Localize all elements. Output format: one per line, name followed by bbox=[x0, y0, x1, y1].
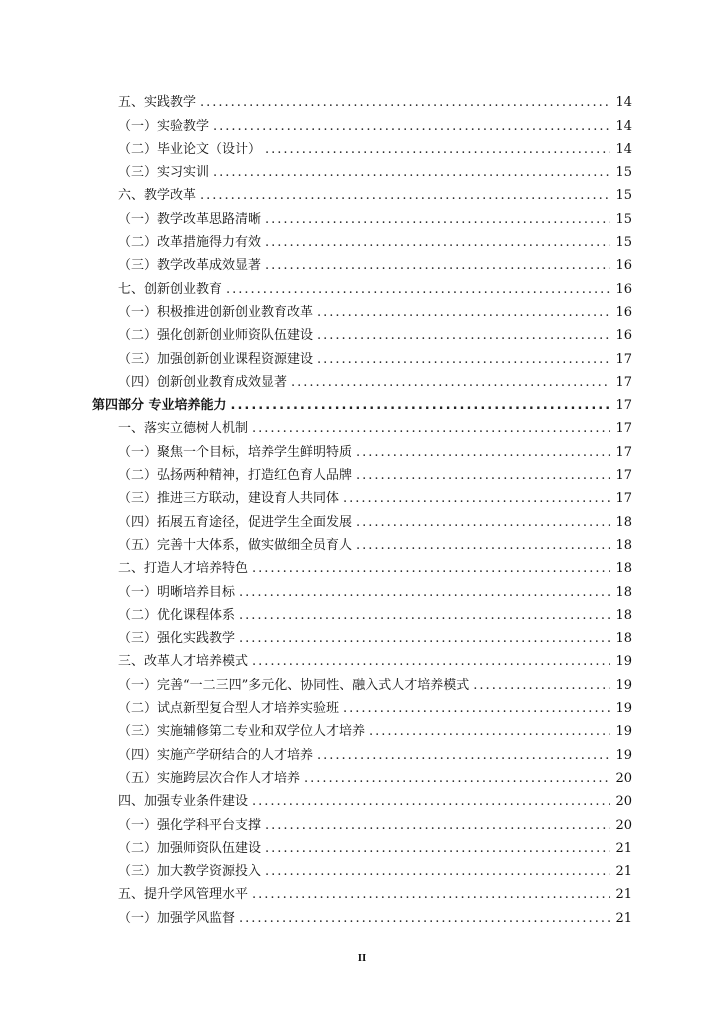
toc-entry-title: 六、教学改革 bbox=[118, 188, 197, 204]
toc-entry[interactable] bbox=[92, 880, 632, 903]
toc-entry-title: （二）强化创新创业师资队伍建设 bbox=[118, 328, 314, 344]
toc-entry-title: 五、实践教学 bbox=[118, 95, 197, 111]
toc-entry-title: （一）实验教学 bbox=[118, 118, 210, 134]
toc-entry-title: （一）教学改革思路清晰 bbox=[118, 211, 262, 227]
toc-page-number: 15 bbox=[615, 165, 632, 181]
toc-entry[interactable] bbox=[92, 787, 632, 810]
toc-entry-title: （四）创新创业教育成效显著 bbox=[118, 374, 288, 390]
toc-dot-leader bbox=[317, 352, 610, 368]
toc-entry-title: （三）教学改革成效显著 bbox=[118, 258, 262, 274]
toc-entry-title: （五）实施跨层次合作人才培养 bbox=[118, 770, 301, 786]
toc-page-number: 17 bbox=[615, 468, 632, 484]
toc-entry-title: （四）拓展五育途径，促进学生全面发展 bbox=[118, 514, 353, 530]
toc-entry-title: （二）改革措施得力有效 bbox=[118, 235, 262, 251]
toc-page-number: 18 bbox=[615, 561, 632, 577]
toc-entry-title: （一）强化学科平台支撑 bbox=[118, 817, 262, 833]
toc-dot-leader bbox=[265, 212, 610, 228]
toc-page-number: 17 bbox=[615, 421, 632, 437]
toc-entry[interactable] bbox=[92, 601, 632, 624]
toc-entry[interactable] bbox=[92, 274, 632, 297]
toc-entry[interactable] bbox=[92, 577, 632, 600]
toc-dot-leader bbox=[291, 375, 610, 391]
toc-page-number: 17 bbox=[615, 491, 632, 507]
toc-page-number: 20 bbox=[615, 770, 632, 786]
toc-entry-title: 第四部分 专业培养能力 bbox=[92, 398, 227, 414]
toc-dot-leader bbox=[356, 445, 610, 461]
toc-entry[interactable] bbox=[92, 181, 632, 204]
toc-entry[interactable] bbox=[92, 857, 632, 880]
toc-entry[interactable] bbox=[92, 834, 632, 857]
toc-dot-leader bbox=[200, 188, 610, 204]
toc-dot-leader bbox=[265, 258, 610, 274]
toc-page-number: 17 bbox=[615, 444, 632, 460]
toc-entry[interactable] bbox=[92, 717, 632, 740]
toc-dot-leader bbox=[343, 701, 610, 717]
toc-entry[interactable] bbox=[92, 368, 632, 391]
toc-entry-title: （二）弘扬两种精神，打造红色育人品牌 bbox=[118, 468, 353, 484]
toc-entry-title: （五）完善十大体系，做实做细全员育人 bbox=[118, 537, 353, 553]
toc-page-number: 18 bbox=[615, 607, 632, 623]
toc-page-number: 21 bbox=[615, 887, 632, 903]
toc-page-number: 16 bbox=[615, 281, 632, 297]
toc-page-number: 15 bbox=[615, 235, 632, 251]
toc-entry[interactable] bbox=[92, 810, 632, 833]
toc-page-number: 14 bbox=[615, 118, 632, 134]
toc-dot-leader bbox=[265, 864, 610, 880]
toc-dot-leader bbox=[226, 282, 610, 298]
toc-dot-leader bbox=[473, 678, 610, 694]
toc-dot-leader bbox=[252, 794, 610, 810]
toc-entry[interactable] bbox=[92, 344, 632, 367]
toc-entry[interactable] bbox=[92, 204, 632, 227]
toc-entry-title: （二）毕业论文（设计） bbox=[118, 141, 262, 157]
toc-page-number: 14 bbox=[615, 95, 632, 111]
toc-entry[interactable] bbox=[92, 321, 632, 344]
toc-dot-leader bbox=[200, 95, 610, 111]
toc-dot-leader bbox=[252, 654, 610, 670]
toc-page-number: 19 bbox=[615, 677, 632, 693]
toc-dot-leader bbox=[304, 771, 610, 787]
page-number: II bbox=[357, 952, 367, 964]
toc-entry-title: （一）明晰培养目标 bbox=[118, 584, 236, 600]
toc-entry-title: （三）推进三方联动，建设育人共同体 bbox=[118, 491, 340, 507]
toc-entry[interactable] bbox=[92, 647, 632, 670]
toc-dot-leader bbox=[343, 491, 610, 507]
toc-dot-leader bbox=[265, 841, 610, 857]
toc-page-number: 18 bbox=[615, 631, 632, 647]
toc-page-number: 20 bbox=[615, 794, 632, 810]
toc-entry[interactable] bbox=[92, 414, 632, 437]
toc-entry-title: （三）强化实践教学 bbox=[118, 631, 236, 647]
toc-page-number: 19 bbox=[615, 701, 632, 717]
toc-page-number: 18 bbox=[615, 584, 632, 600]
toc-page-number: 14 bbox=[615, 141, 632, 157]
toc-entry[interactable] bbox=[92, 111, 632, 134]
toc-dot-leader bbox=[356, 468, 610, 484]
toc-dot-leader bbox=[356, 515, 610, 531]
toc-page-number: 17 bbox=[615, 351, 632, 367]
toc-entry[interactable] bbox=[92, 624, 632, 647]
toc-page-number: 15 bbox=[615, 188, 632, 204]
toc-page-number: 19 bbox=[615, 654, 632, 670]
toc-entry-title: 七、创新创业教育 bbox=[118, 281, 223, 297]
toc-page-number: 16 bbox=[615, 328, 632, 344]
toc-dot-leader bbox=[252, 421, 610, 437]
toc-entry[interactable] bbox=[92, 135, 632, 158]
toc-entry-title: （四）实施产学研结合的人才培养 bbox=[118, 747, 314, 763]
toc-page-number: 20 bbox=[615, 817, 632, 833]
toc-page-number: 17 bbox=[615, 398, 632, 414]
toc-entry[interactable] bbox=[92, 484, 632, 507]
toc-entry-title: （三）实施辅修第二专业和双学位人才培养 bbox=[118, 724, 366, 740]
toc-page-number: 18 bbox=[615, 537, 632, 553]
toc-dot-leader bbox=[265, 235, 610, 251]
toc-page-number: 21 bbox=[615, 864, 632, 880]
toc-entry[interactable] bbox=[92, 554, 632, 577]
toc-dot-leader bbox=[317, 748, 610, 764]
toc-page-number: 18 bbox=[615, 514, 632, 530]
toc-entry[interactable] bbox=[92, 298, 632, 321]
toc-page-number: 15 bbox=[615, 211, 632, 227]
toc-dot-leader bbox=[356, 538, 610, 554]
toc-entry[interactable] bbox=[92, 437, 632, 460]
toc-page-number: 16 bbox=[615, 258, 632, 274]
toc-page-number: 16 bbox=[615, 304, 632, 320]
toc-entry[interactable] bbox=[92, 251, 632, 274]
toc-entry-title: （二）加强师资队伍建设 bbox=[118, 840, 262, 856]
toc-page-number: 21 bbox=[615, 840, 632, 856]
toc-entry[interactable] bbox=[92, 158, 632, 181]
toc-entry[interactable] bbox=[92, 764, 632, 787]
toc-entry[interactable] bbox=[92, 507, 632, 530]
toc-entry[interactable] bbox=[92, 694, 632, 717]
toc-entry[interactable] bbox=[92, 531, 632, 554]
toc-dot-leader bbox=[265, 142, 610, 158]
toc-entry-title: 五、提升学风管理水平 bbox=[118, 887, 249, 903]
toc-entry-title: （二）优化课程体系 bbox=[118, 607, 236, 623]
toc-dot-leader bbox=[239, 585, 610, 601]
toc-dot-leader bbox=[252, 887, 610, 903]
toc-entry-title: 三、改革人才培养模式 bbox=[118, 654, 249, 670]
toc-dot-leader bbox=[317, 305, 610, 321]
toc-entry-title: 一、落实立德树人机制 bbox=[118, 421, 249, 437]
toc-entry[interactable] bbox=[92, 461, 632, 484]
toc-dot-leader bbox=[252, 561, 610, 577]
toc-entry-title: （一）积极推进创新创业教育改革 bbox=[118, 304, 314, 320]
toc-dot-leader bbox=[213, 165, 610, 181]
toc-entry[interactable] bbox=[92, 670, 632, 693]
toc-entry[interactable] bbox=[92, 903, 632, 926]
toc-dot-leader bbox=[231, 398, 610, 414]
toc-dot-leader bbox=[317, 328, 610, 344]
toc-entry-title: （一）加强学风监督 bbox=[118, 910, 236, 926]
toc-page-number: 19 bbox=[615, 747, 632, 763]
toc-dot-leader bbox=[239, 911, 610, 927]
table-of-contents bbox=[92, 88, 632, 927]
toc-page-number: 19 bbox=[615, 724, 632, 740]
toc-page-number: 17 bbox=[615, 374, 632, 390]
toc-entry-title: 二、打造人才培养特色 bbox=[118, 561, 249, 577]
toc-entry[interactable] bbox=[92, 228, 632, 251]
toc-entry[interactable] bbox=[92, 740, 632, 763]
toc-entry-title: （一）聚焦一个目标，培养学生鲜明特质 bbox=[118, 444, 353, 460]
toc-entry-title: （二）试点新型复合型人才培养实验班 bbox=[118, 701, 340, 717]
toc-dot-leader bbox=[213, 119, 610, 135]
toc-entry-title: 四、加强专业条件建设 bbox=[118, 794, 249, 810]
toc-dot-leader bbox=[369, 724, 610, 740]
toc-entry-title: （一）完善“一二三四”多元化、协同性、融入式人才培养模式 bbox=[118, 677, 470, 693]
toc-dot-leader bbox=[239, 608, 610, 624]
toc-part-heading[interactable] bbox=[92, 391, 632, 414]
toc-entry-title: （三）加大教学资源投入 bbox=[118, 864, 262, 880]
toc-page-number: 21 bbox=[615, 910, 632, 926]
toc-dot-leader bbox=[265, 818, 610, 834]
toc-dot-leader bbox=[239, 631, 610, 647]
toc-entry-title: （三）加强创新创业课程资源建设 bbox=[118, 351, 314, 367]
toc-entry[interactable] bbox=[92, 88, 632, 111]
toc-entry-title: （三）实习实训 bbox=[118, 165, 210, 181]
